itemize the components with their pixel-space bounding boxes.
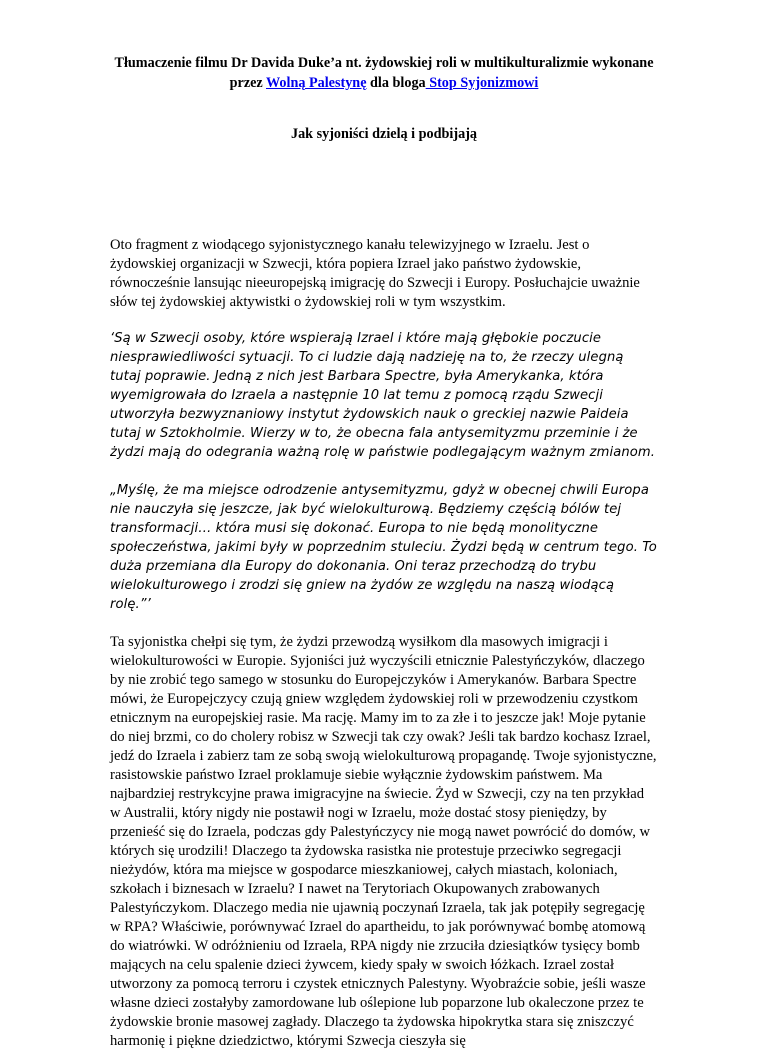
document-title — [110, 0, 658, 93]
intro-paragraph: Oto fragment z wiodącego syjonistycznego kanału telewizyjnego w Izraelu. Jest o żydowskiej organizacji w Szwecji, która popiera Izrael jako państwo żydowskie, równocześnie lansując nieeuropejską imigrację do Szwecji i Europy. Posłuchajcie uważnie słów tej żydowskiej aktywistki o żydowskiej roli w tym wszystkim. — [110, 237, 640, 310]
title-prefix: Tłumaczenie filmu Dr Davida Duke’a nt. żydowskiej roli w multikulturalizmie wykonane przez — [114, 55, 654, 91]
section-heading: Jak syjoniści dzielą i podbijają — [290, 126, 478, 142]
wolna-palestyna-link[interactable]: Wolną Palestynę — [266, 75, 367, 91]
quote-paragraph-1: ‘Są w Szwecji osoby, które wspierają Izrael i które mają głębokie poczucie niesprawiedliwości sytuacji. To ci ludzie dają nadzieję na to, że rzeczy ulegną tutaj poprawie. Jedną z nich jest Barbara Spectre, była Amerykanka, która wyemigrowała do Izraela a następnie 10 lat temu z pomocą rządu Szwecji utworzyła bezwyznaniowy instytut żydowskich nauk o greckiej nazwie Paideia tutaj w Sztokholmie. Wierzy w to, że obecna fala antysemityzmu przeminie i że żydzi mają do odegrania ważną rolę w państwie podlegającym ważnym zmianom. — [110, 331, 655, 460]
title-middle: dla bloga — [366, 75, 426, 91]
commentary-paragraph: Ta syjonistka chełpi się tym, że żydzi przewodzą wysiłkom dla masowych imigracji i wielokulturowości w Europie. Syjoniści już wyczyścili etnicznie Palestyńczyków, dlaczego by nie zrobić tego samego w stosunku do Europejczyków i Amerykanów. Barbara Spectre mówi, że Europejczycy czują gniew względem żydowskiej roli w przewodzeniu czystkom etnicznym na europejskiej rasie. Ma rację. Mamy im to za złe i to jeszcze jak! Moje pytanie do niej brzmi, co do cholery robisz w Szwecji tak czy owak? Jeśli tak bardzo kochasz Izrael, jedź do Izraela i zabierz tam ze sobą swoją wielokulturową propagandę. Twoje syjonistyczne, rasistowskie państwo Izrael proklamuje siebie wyłącznie żydowskim państwem. Ma najbardziej restrykcyjne prawa imigracyjne na świecie. Żyd w Szwecji, czy na ten przykład w Australii, który nigdy nie postawił nogi w Izraelu, może dostać stosy pieniędzy, by przenieść się do Izraela, podczas gdy Palestyńczycy nie mogą nawet powrócić do domów, w których się urodzili! Dlaczego ta żydowska rasistka nie protestuje przeciwko segregacji nieżydów, która ma miejsce w gospodarce mieszkaniowej, całych miastach, koloniach, szkołach i biznesach w Izraelu? I nawet na Terytoriach Okupowanych zrabowanych Palestyńczykom. Dlaczego media nie ujawnią poczynań Izraela, tak jak potępiły segregację w RPA? Właściwie, porównywać Izrael do apartheidu, to jak porównywać bombę atomową do wiatrówki. W odróżnieniu od Izraela, RPA nigdy nie zrzuciła dziesiątków tysięcy bomb mających na celu spalenie dzieci żywcem, kiedy spały w swoich łóżkach. Izrael został utworzony za pomocą terroru i czystek etnicznych Palestyny. Wyobraźcie sobie, jeśli wasze własne dzieci zostałyby zamordowane lub oślepione lub poparzone lub okaleczone przez te żydowskie bronie masowej zagłady. Dlaczego ta żydowska hipokrytka stara się zniszczyć harmonię i piękne dziedzictwo, którymi Szwecja cieszyła się — [110, 634, 657, 1049]
quote-paragraph-2: „Myślę, że ma miejsce odrodzenie antysemityzmu, gdyż w obecnej chwili Europa nie nauczyła się jeszcze, jak być wielokulturową. Będziemy częścią bólów tej transformacji… która musi się dokonać. Europa to nie będą monolityczne społeczeństwa, jakimi były w poprzednim stuleciu. Żydzi będą w centrum tego. To duża przemiana dla Europy do dokonania. Oni teraz przechodzą do trybu wielokulturowego i zrodzi się gniew na żydów ze względu na naszą wiodącą rolę.”’ — [110, 483, 657, 612]
stop-syjonizmowi-link[interactable]: Stop Syjonizmowi — [425, 75, 539, 91]
